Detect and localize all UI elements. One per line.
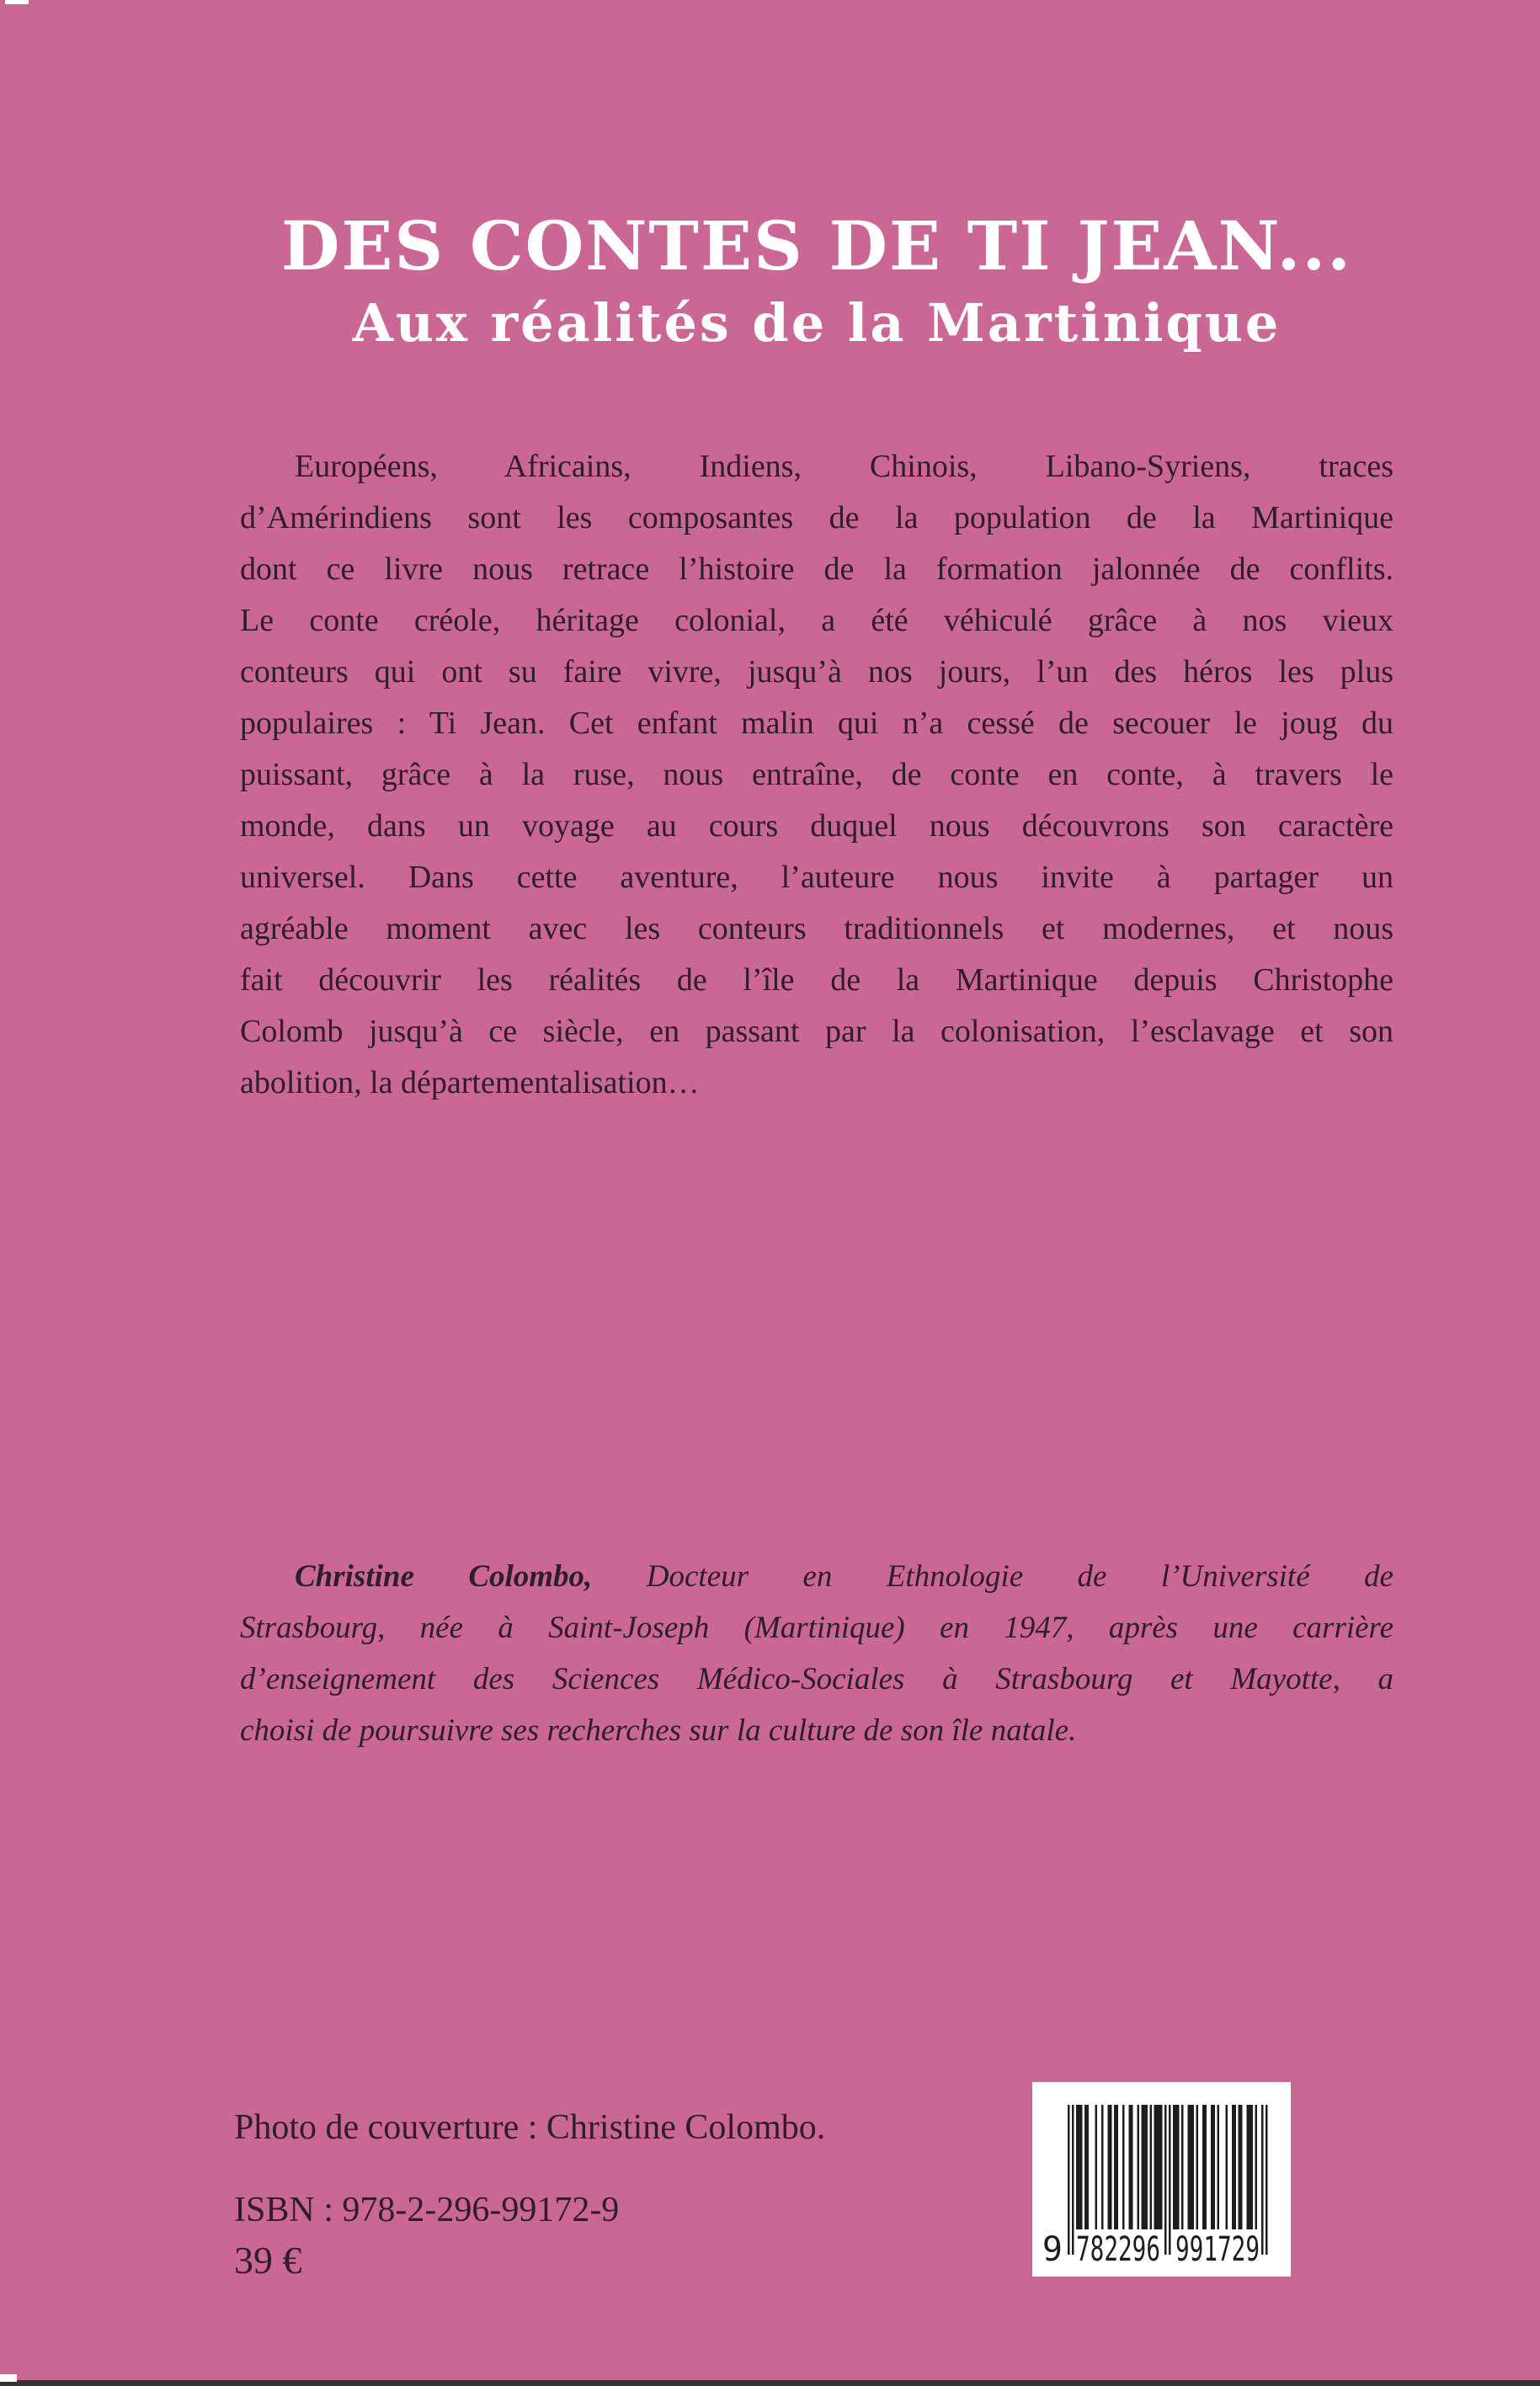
scan-edge-artifact [0,2380,1540,2386]
svg-text:991729: 991729 [1175,2230,1260,2269]
text-line: d’enseignement des Sciences Médico-Sociales à Strasbourg et Mayotte, a [240,1662,1393,1696]
author-bio [240,1551,1393,1756]
cover-photo-credit: Photo de couverture : Christine Colombo. [234,2108,826,2147]
barcode [1032,2082,1291,2277]
scan-speck-bottom [0,2374,17,2382]
text-line: agréable moment avec les conteurs traditionnels et modernes, et nous [240,911,1393,946]
price-text: 39 € [234,2239,302,2282]
synopsis-paragraph [240,441,1393,1109]
text-line: monde, dans un voyage au cours duquel nous découvrons son caractère [240,808,1393,844]
text-line: Christine Colombo, Docteur en Ethnologie de l’Université de [295,1559,1393,1594]
text-line: Européens, Africains, Indiens, Chinois, Libano-Syriens, traces [295,449,1393,484]
text-line: d’Amérindiens sont les composantes de la population de la Martinique [240,500,1393,535]
title-block [193,206,1441,354]
text-line: dont ce livre nous retrace l’histoire de la formation jalonnée de conflits. [240,551,1393,587]
text-line: choisi de poursuivre ses recherches sur la culture de son île natale. [240,1713,1077,1748]
scan-speck-top [5,0,29,4]
svg-text:9: 9 [1042,2230,1063,2269]
text-line: fait découvrir les réalités de l’île de la Martinique depuis Christophe [240,962,1393,998]
book-subtitle: Aux réalités de la Martinique [352,292,1282,354]
text-line: Strasbourg, née à Saint-Joseph (Martinique) en 1947, après une carrière [240,1611,1393,1645]
svg-text:782296: 782296 [1076,2230,1160,2269]
text-line: Colomb jusqu’à ce siècle, en passant par la colonisation, l’esclavage et son [240,1014,1393,1049]
text-line: abolition, la départementalisation… [240,1065,700,1100]
book-title: DES CONTES DE TI JEAN... [280,206,1353,285]
text-line: universel. Dans cette aventure, l’auteure nous invite à partager un [240,860,1393,895]
text-line: populaires : Ti Jean. Cet enfant malin qui n’a cessé de secouer le joug du [240,706,1393,741]
isbn-text: ISBN : 978-2-296-99172-9 [234,2191,620,2229]
text-line: conteurs qui ont su faire vivre, jusqu’à nos jours, l’un des héros les plus [240,654,1393,690]
text-line: Le conte créole, héritage colonial, a été véhiculé grâce à nos vieux [240,603,1393,638]
text-line: puissant, grâce à la ruse, nous entraîne, de conte en conte, à travers le [240,757,1393,792]
barcode-bars-icon [1032,2082,1291,2277]
